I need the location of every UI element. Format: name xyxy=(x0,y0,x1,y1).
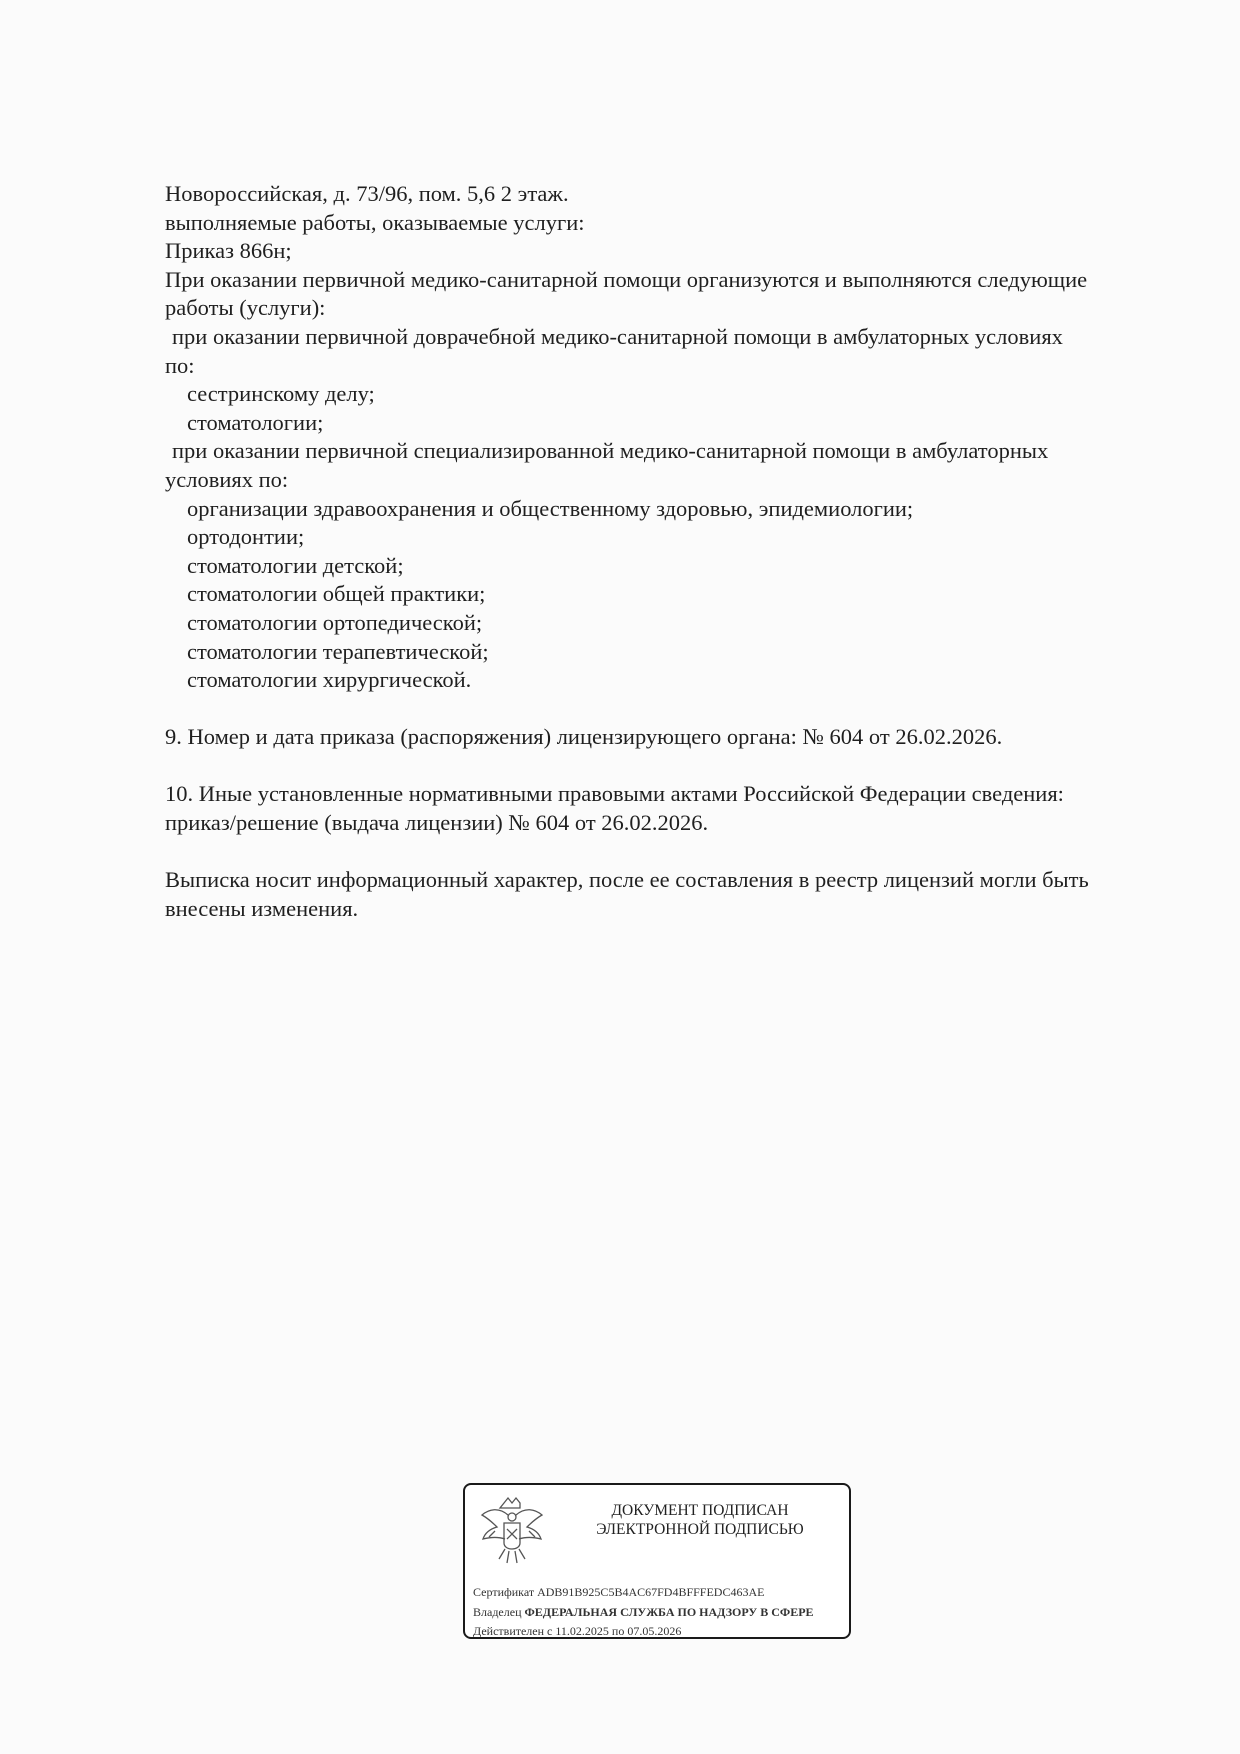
prehospital-intro-line-2: по: xyxy=(165,352,195,378)
signature-stamp-title: ДОКУМЕНТ ПОДПИСАН ЭЛЕКТРОННОЙ ПОДПИСЬЮ xyxy=(596,1502,804,1538)
service-list-item: стоматологии ортопедической; xyxy=(187,609,483,635)
item-10-line-2: приказ/решение (выдача лицензии) № 604 от 26.02.2026. xyxy=(165,810,709,836)
specialized-intro-line-1: при оказании первичной специализированной медико-санитарной помощи в амбулаторных xyxy=(172,438,1049,464)
item-9-order-number: 9. Номер и дата приказа (распоряжения) лицензирующего органа: № 604 от 26.02.2026. xyxy=(165,724,1003,750)
works-heading: выполняемые работы, оказываемые услуги: xyxy=(165,209,585,235)
disclaimer-line-2: внесены изменения. xyxy=(165,895,359,921)
disclaimer-line-1: Выписка носит информационный характер, после ее составления в реестр лицензий могли быть xyxy=(165,867,1089,893)
license-extract-text xyxy=(165,180,1155,923)
service-list-item: организации здравоохранения и общественному здоровью, эпидемиологии; xyxy=(187,495,914,521)
service-list-item: ортодонтии; xyxy=(187,524,305,550)
certificate-line: Сертификат ADB91B925C5B4AC67FD4BFFFEDC463AE xyxy=(473,1585,765,1599)
service-list-item: стоматологии; xyxy=(187,409,324,435)
owner-line: Владелец ФЕДЕРАЛЬНАЯ СЛУЖБА ПО НАДЗОРУ В СФЕРЕ xyxy=(473,1605,814,1619)
item-10-line-1: 10. Иные установленные нормативными правовыми актами Российской Федерации сведения: xyxy=(165,781,1064,807)
primary-care-intro-line-2: работы (услуги): xyxy=(165,295,326,321)
order-reference: Приказ 866н; xyxy=(165,238,292,264)
service-list-item: стоматологии общей практики; xyxy=(187,581,486,607)
specialized-intro-line-2: условиях по: xyxy=(165,466,289,492)
service-list-item: сестринскому делу; xyxy=(187,381,375,407)
service-list-item: стоматологии хирургической. xyxy=(187,667,472,693)
service-list-item: стоматологии терапевтической; xyxy=(187,638,489,664)
validity-line: Действителен с 11.02.2025 по 07.05.2026 xyxy=(473,1624,682,1638)
service-list-item: стоматологии детской; xyxy=(187,552,404,578)
address-line: Новороссийская, д. 73/96, пом. 5,6 2 этаж. xyxy=(165,181,569,206)
double-headed-eagle-emblem-icon xyxy=(477,1493,547,1573)
prehospital-intro-line-1: при оказании первичной доврачебной медико-санитарной помощи в амбулаторных условиях xyxy=(172,323,1063,349)
primary-care-intro-line-1: При оказании первичной медико-санитарной помощи организуются и выполняются следующие xyxy=(165,266,1088,292)
electronic-signature-stamp xyxy=(463,1483,851,1639)
